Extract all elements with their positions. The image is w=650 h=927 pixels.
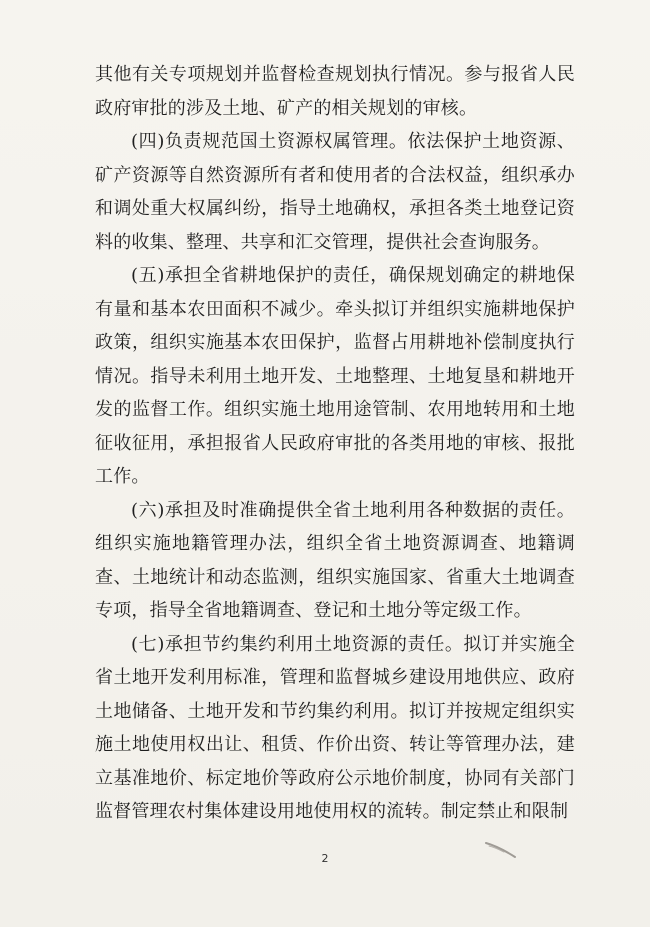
paragraph-continued-planning: 其他有关专项规划并监督检查规划执行情况。参与报省人民政府审批的涉及土地、矿产的相关规划的审核。 — [95, 64, 575, 119]
paragraph-land-resource-use: (七)承担节约集约利用土地资源的责任。拟订并实施全省土地开发利用标准，管理和监督城乡建设用地供应、政府土地储备、土地开发和节约集约利用。拟订并按规定组织实施土地使用权出让、租赁、作价出资、转让等管理办法，建立基准地价、标定地价等政府公示地价制度，协同有关部门监督管理农村集体建设用地使用权的流转。制定禁止和限制 — [95, 633, 575, 822]
paragraph-ownership-management: (四)负责规范国土资源权属管理。依法保护土地资源、矿产资源等自然资源所有者和使用者的合法权益，组织承办和调处重大权属纠纷，指导土地确权，承担各类土地登记资料的收集、整理、共享和汇交管理，提供社会查询服务。 — [95, 131, 575, 253]
paragraph-land-data: (六)承担及时准确提供全省土地利用各种数据的责任。组织实施地籍管理办法，组织全省土地资源调查、地籍调查、土地统计和动态监测，组织实施国家、省重大土地调查专项，指导全省地籍调查、登记和土地分等定级工作。 — [95, 499, 575, 621]
document-body — [95, 58, 575, 829]
page-number: 2 — [321, 852, 329, 865]
paragraph-farmland-protection: (五)承担全省耕地保护的责任，确保规划确定的耕地保有量和基本农田面积不减少。牵头拟订并组织实施耕地保护政策，组织实施基本农田保护，监督占用耕地补偿制度执行情况。指导未利用土地开发、土地整理、土地复垦和耕地开发的监督工作。组织实施土地用途管制、农用地转用和土地征收征用，承担报省人民政府审批的各类用地的审核、报批工作。 — [95, 265, 575, 487]
scan-mark-icon — [484, 839, 522, 861]
